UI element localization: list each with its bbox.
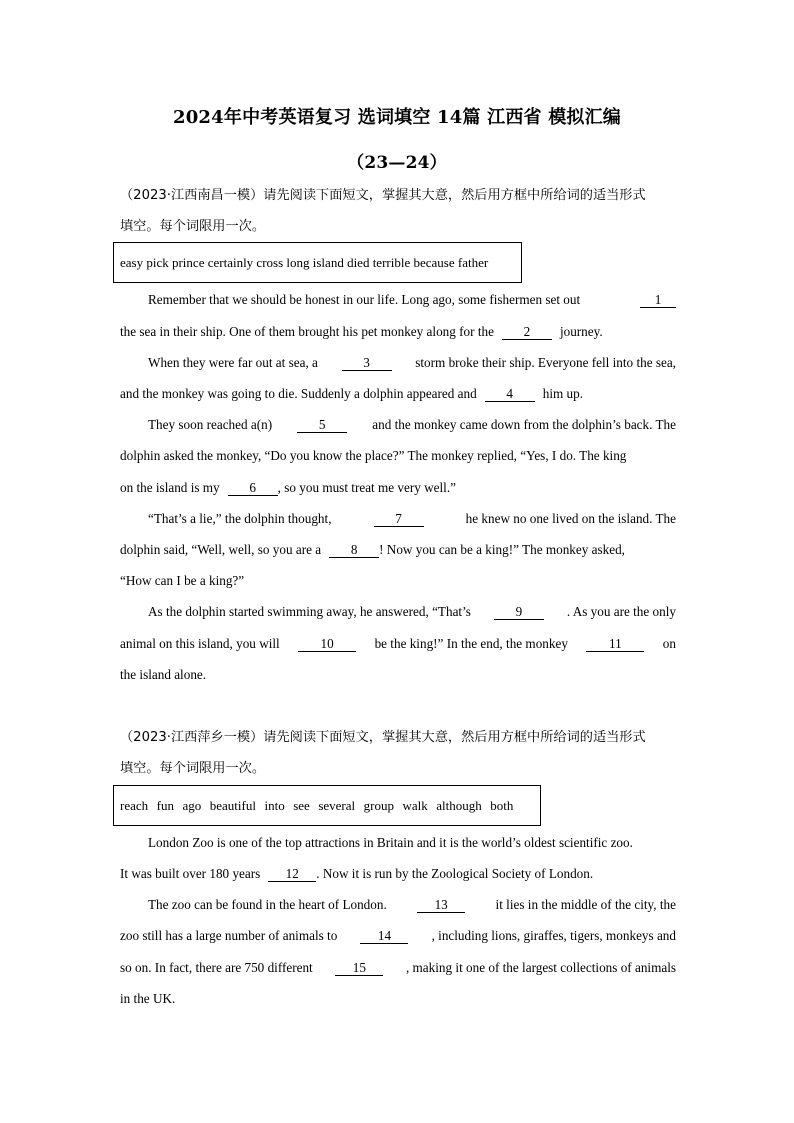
passage-text: dolphin said, “Well, well, so you are a xyxy=(120,542,322,557)
passage-text: and the monkey was going to die. Suddenly a dolphin appeared and xyxy=(120,386,477,401)
passage-text: When they were far out at sea, a xyxy=(148,355,318,370)
box-word: although xyxy=(436,797,482,813)
box-word: into xyxy=(264,797,285,813)
passage-line xyxy=(120,480,676,496)
blank-15[interactable]: 15 xyxy=(335,960,383,976)
blank-10[interactable]: 10 xyxy=(298,636,356,652)
passage-text: on xyxy=(662,636,676,651)
box-word: beautiful xyxy=(209,797,256,813)
blank-11[interactable]: 11 xyxy=(586,636,644,652)
blank-13[interactable]: 13 xyxy=(417,897,465,913)
passage-text: be the king!” In the end, the monkey xyxy=(374,636,568,651)
passage-text: London Zoo is one of the top attractions in Britain and it is the world’s oldest scientific zoo. xyxy=(148,835,633,850)
passage-line xyxy=(120,324,676,340)
passage-line xyxy=(120,960,676,976)
passage-text: , so you must treat me very well.” xyxy=(277,480,456,495)
passage-text: As the dolphin started swimming away, he answered, “That’s xyxy=(148,604,471,619)
section2-instruction-line: 填空。每个词限用一次。 xyxy=(120,761,266,776)
passage-text: Remember that we should be honest in our life. Long ago, some fishermen set out xyxy=(148,292,581,307)
passage-line xyxy=(148,417,676,433)
box-word: ago xyxy=(182,797,202,813)
passage-line xyxy=(148,897,676,913)
passage-line xyxy=(148,835,676,851)
section1-instruction-line: 填空。每个词限用一次。 xyxy=(120,219,266,234)
passage-text: he knew no one lived on the island. The xyxy=(465,511,676,526)
box-word: group xyxy=(363,797,394,813)
passage-text: animal on this island, you will xyxy=(120,636,280,651)
passage-line xyxy=(120,866,676,882)
box-word: both xyxy=(490,797,514,813)
blank-5[interactable]: 5 xyxy=(297,417,347,433)
blank-4[interactable]: 4 xyxy=(485,386,535,402)
box-word: walk xyxy=(402,797,428,813)
section2-instructions xyxy=(120,722,676,784)
passage-text: zoo still has a large number of animals to xyxy=(120,928,338,943)
section2-instruction-line: （2023·江西萍乡一模）请先阅读下面短文，掌握其大意，然后用方框中所给词的适当形式 xyxy=(120,730,646,745)
blank-2[interactable]: 2 xyxy=(502,324,552,340)
passage-text: so on. In fact, there are 750 different xyxy=(120,960,313,975)
passage-text: The zoo can be found in the heart of London. xyxy=(148,897,387,912)
passage-text: the sea in their ship. One of them brought his pet monkey along for the xyxy=(120,324,494,339)
passage-text: him up. xyxy=(542,386,584,401)
passage-text: ! Now you can be a king!” The monkey asked, xyxy=(379,542,625,557)
passage-text: journey. xyxy=(559,324,603,339)
page-subtitle: （23—24） xyxy=(347,153,447,173)
passage-text: on the island is my xyxy=(120,480,220,495)
section2-word-box xyxy=(113,785,541,826)
page-title: 2024年中考英语复习 选词填空 14篇 江西省 模拟汇编 xyxy=(172,107,621,128)
passage-line xyxy=(120,928,676,944)
blank-8[interactable]: 8 xyxy=(329,542,379,558)
passage-text: the island alone. xyxy=(120,667,207,682)
passage-line xyxy=(148,355,676,371)
box-word: reach xyxy=(120,797,149,813)
passage-text: in the UK. xyxy=(120,991,176,1006)
passage-line xyxy=(120,667,676,683)
passage-line xyxy=(120,386,676,402)
section1-instruction-line: （2023·江西南昌一模）请先阅读下面短文，掌握其大意，然后用方框中所给词的适当形式 xyxy=(120,188,646,203)
passage-text: “How can I be a king?” xyxy=(120,573,245,588)
passage-text: it lies in the middle of the city, the xyxy=(495,897,676,912)
blank-6[interactable]: 6 xyxy=(228,480,278,496)
passage-text: . As you are the only xyxy=(566,604,676,619)
box-word: see xyxy=(293,797,310,813)
passage-text: They soon reached a(n) xyxy=(148,417,273,432)
blank-3[interactable]: 3 xyxy=(342,355,392,371)
passage-line xyxy=(120,573,676,589)
passage-text: It was built over 180 years xyxy=(120,866,261,881)
section1-instructions xyxy=(120,180,676,242)
section1-word-box xyxy=(113,242,522,283)
box-word: several xyxy=(318,797,356,813)
passage-text: storm broke their ship. Everyone fell into the sea, xyxy=(415,355,676,370)
blank-14[interactable]: 14 xyxy=(360,928,408,944)
passage-text: , including lions, giraffes, tigers, monkeys and xyxy=(431,928,676,943)
passage-line xyxy=(120,448,676,464)
blank-9[interactable]: 9 xyxy=(494,604,544,620)
blank-1[interactable]: 1 xyxy=(640,292,676,308)
passage-text: . Now it is run by the Zoological Society of London. xyxy=(316,866,594,881)
passage-line xyxy=(148,604,676,620)
passage-line xyxy=(148,511,676,527)
passage-line xyxy=(120,991,676,1007)
passage-text: and the monkey came down from the dolphin’s back. The xyxy=(372,417,676,432)
blank-7[interactable]: 7 xyxy=(374,511,424,527)
box-word: fun xyxy=(156,797,174,813)
passage-text: “That’s a lie,” the dolphin thought, xyxy=(148,511,332,526)
blank-12[interactable]: 12 xyxy=(268,866,316,882)
passage-line xyxy=(148,292,676,308)
passage-text: , making it one of the largest collections of animals xyxy=(405,960,676,975)
passage-line xyxy=(120,542,676,558)
passage-line xyxy=(120,636,676,652)
word-list: easy pick prince certainly cross long island died terrible because father xyxy=(120,254,489,270)
passage-text: dolphin asked the monkey, “Do you know the place?” The monkey replied, “Yes, I do. The king xyxy=(120,448,627,463)
